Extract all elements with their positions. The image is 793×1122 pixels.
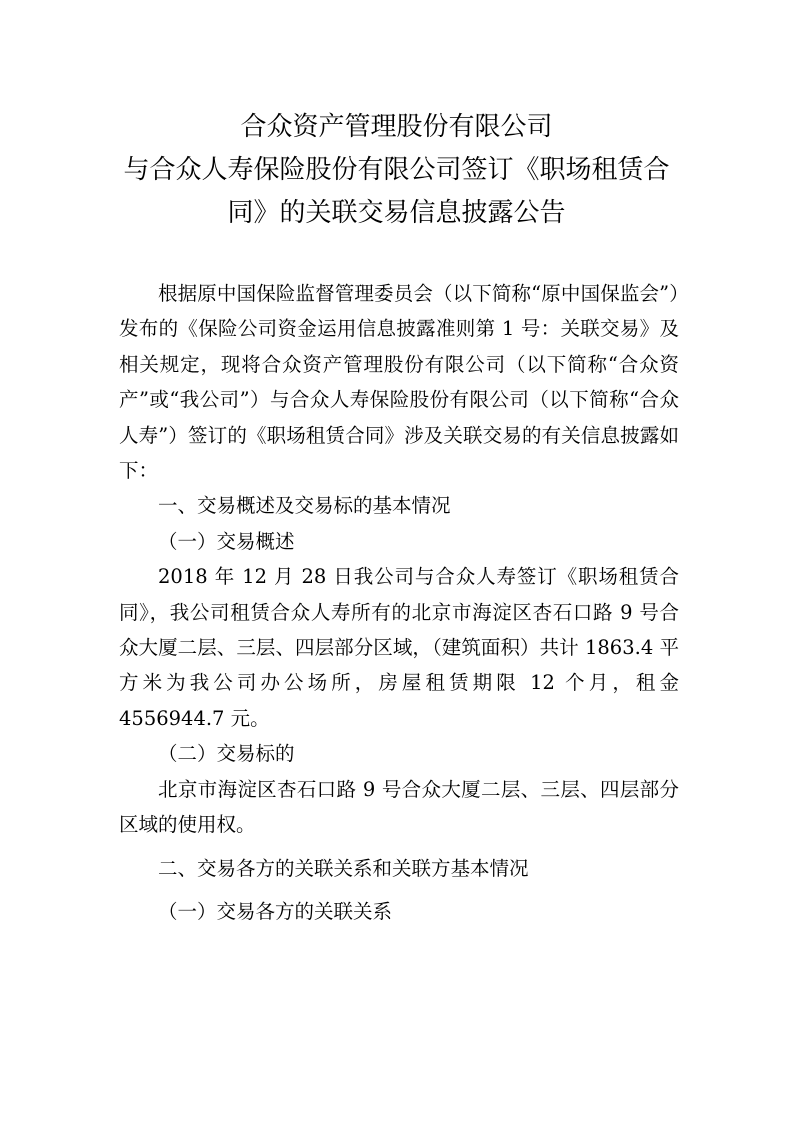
- title-line-1: 合众资产管理股份有限公司: [240, 112, 553, 142]
- document-body: [119, 276, 679, 929]
- document-title: [100, 106, 693, 235]
- title-line-3: 同》的关联交易信息披露公告: [227, 198, 566, 228]
- section-1-1-heading: （一）交易概述: [158, 529, 295, 553]
- section-1-2-paragraph: 北京市海淀区杏石口路 9 号合众大厦二层、三层、四层部分区域的使用权。: [119, 777, 679, 837]
- section-2-heading: 二、交易各方的关联关系和关联方基本情况: [158, 856, 529, 880]
- section-2-1-heading: （一）交易各方的关联关系: [158, 899, 393, 923]
- section-1-heading: 一、交易概述及交易标的基本情况: [158, 494, 451, 518]
- intro-paragraph: 根据原中国保险监督管理委员会（以下简称“原中国保监会”）发布的《保险公司资金运用信息披露准则第 1 号：关联交易》及相关规定，现将合众资产管理股份有限公司（以下简称“合众资产”或“我公司”）与合众人寿保险股份有限公司（以下简称“合众人寿”）签订的《职场租赁合同》涉及关联交易的有关信息披露如下：: [119, 282, 679, 483]
- title-line-2: 与合众人寿保险股份有限公司签订《职场租赁合: [123, 155, 670, 185]
- section-1-2-heading: （二）交易标的: [158, 742, 295, 766]
- section-1-1-paragraph: 2018 年 12 月 28 日我公司与合众人寿签订《职场租赁合同》，我公司租赁合众人寿所有的北京市海淀区杏石口路 9 号合众大厦二层、三层、四层部分区域，（建筑面积）共计 1863.4 平方米为我公司办公场所，房屋租赁期限 12 个月，租金 4556944.7 元。: [119, 565, 679, 730]
